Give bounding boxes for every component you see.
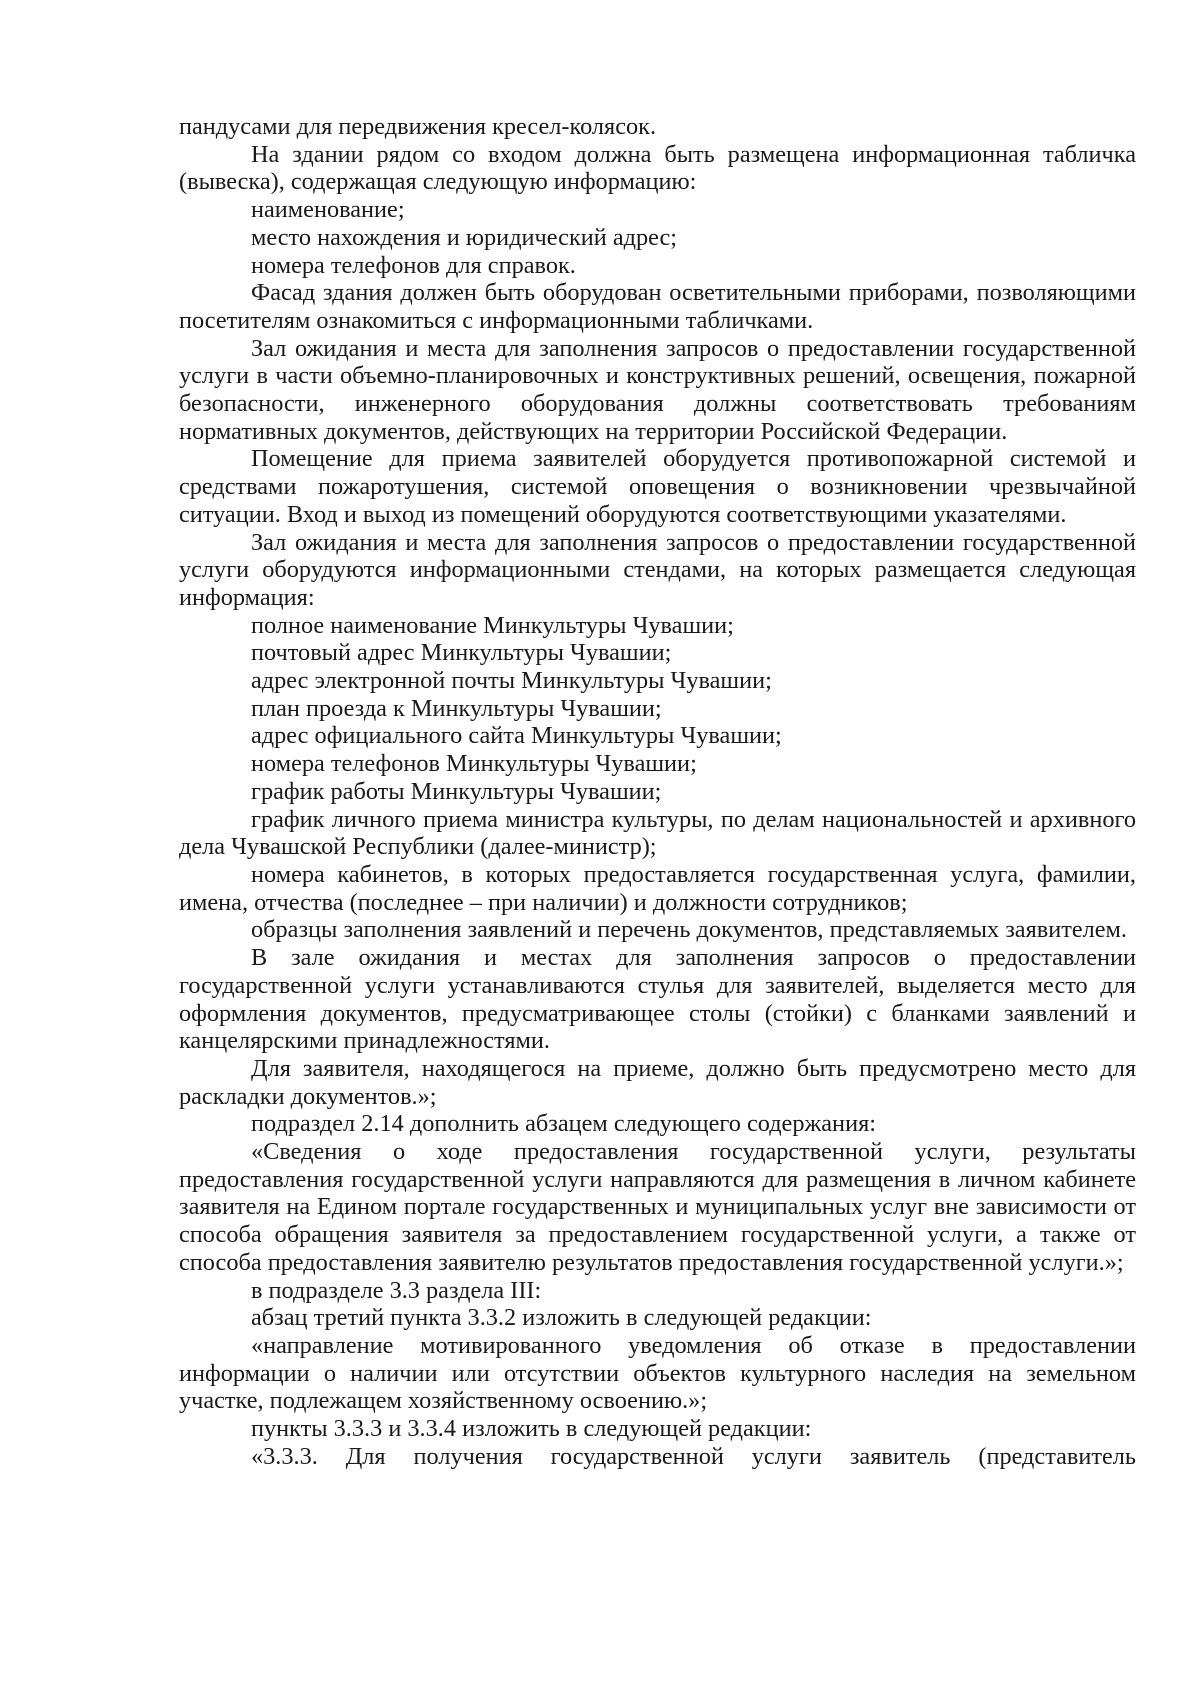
document-body — [179, 113, 1136, 1470]
paragraph: подраздел 2.14 дополнить абзацем следующего содержания: — [251, 1110, 876, 1138]
paragraph: Для заявителя, находящегося на приеме, должно быть предусмотрено место для раскладки документов.»; — [179, 1054, 1136, 1110]
paragraph: Фасад здания должен быть оборудован осветительными приборами, позволяющими посетителям ознакомиться с информационными табличками. — [179, 279, 1136, 334]
paragraph: график работы Минкультуры Чувашии; — [251, 777, 662, 805]
paragraph: адрес электронной почты Минкультуры Чувашии; — [251, 667, 772, 695]
paragraph: в подразделе 3.3 раздела III: — [251, 1276, 542, 1304]
paragraph: Зал ожидания и места для заполнения запросов о предоставлении государственной услуги оборудуются информационными стендами, на которых размещается следующая информация: — [179, 528, 1136, 611]
paragraph: абзац третий пункта 3.3.2 изложить в следующей редакции: — [251, 1304, 872, 1332]
paragraph: Зал ожидания и места для заполнения запросов о предоставлении государственной услуги в части объемно-планировочных и конструктивных решений, освещения, пожарной безопасности, инженерного оборудования должны соответствовать требованиям нормативных документов, действующих на территории Российской Федерации. — [179, 334, 1136, 445]
paragraph: график личного приема министра культуры, по делам национальностей и архивного дела Чувашской Республики (далее-министр); — [179, 805, 1136, 861]
paragraph: номера телефонов для справок. — [251, 251, 576, 279]
paragraph: «Сведения о ходе предоставления государственной услуги, результаты предоставления государственной услуги направляются для размещения в личном кабинете заявителя на Едином портале государственных и муниципальных услуг вне зависимости от способа обращения заявителя за предоставлением государственной услуги, а также от способа предоставления заявителю результатов предоставления государственной услуги.»; — [179, 1138, 1136, 1276]
paragraph: Помещение для приема заявителей оборудуется противопожарной системой и средствами пожаротушения, системой оповещения о возникновении чрезвычайной ситуации. Вход и выход из помещений оборудуются соответствующими указателями. — [179, 445, 1136, 528]
paragraph: полное наименование Минкультуры Чувашии; — [251, 611, 734, 639]
paragraph: место нахождения и юридический адрес; — [251, 223, 678, 251]
paragraph: В зале ожидания и местах для заполнения запросов о предоставлении государственной услуги устанавливаются стулья для заявителей, выделяется место для оформления документов, предусматривающее столы (стойки) с бланками заявлений и канцелярскими принадлежностями. — [179, 944, 1136, 1055]
paragraph: план проезда к Минкультуры Чувашии; — [251, 694, 662, 722]
paragraph: номера кабинетов, в которых предоставляется государственная услуга, фамилии, имена, отчества (последнее – при наличии) и должности сотрудников; — [179, 860, 1136, 916]
paragraph: номера телефонов Минкультуры Чувашии; — [251, 750, 697, 778]
paragraph: «направление мотивированного уведомления об отказе в предоставлении информации о наличии или отсутствии объектов культурного наследия на земельном участке, подлежащем хозяйственному освоению.»; — [179, 1331, 1136, 1415]
paragraph: почтовый адрес Минкультуры Чувашии; — [251, 639, 672, 667]
paragraph: наименование; — [251, 196, 405, 224]
paragraph: пункты 3.3.3 и 3.3.4 изложить в следующей редакции: — [251, 1415, 812, 1443]
paragraph: пандусами для передвижения кресел-колясок. — [179, 113, 657, 140]
paragraph: адрес официального сайта Минкультуры Чувашии; — [251, 722, 782, 750]
paragraph: «3.3.3. Для получения государственной услуги заявитель (представитель — [251, 1442, 1136, 1470]
paragraph: образцы заполнения заявлений и перечень документов, представляемых заявителем. — [251, 916, 1127, 944]
paragraph: На здании рядом со входом должна быть размещена информационная табличка (вывеска), содержащая следующую информацию: — [179, 140, 1136, 196]
